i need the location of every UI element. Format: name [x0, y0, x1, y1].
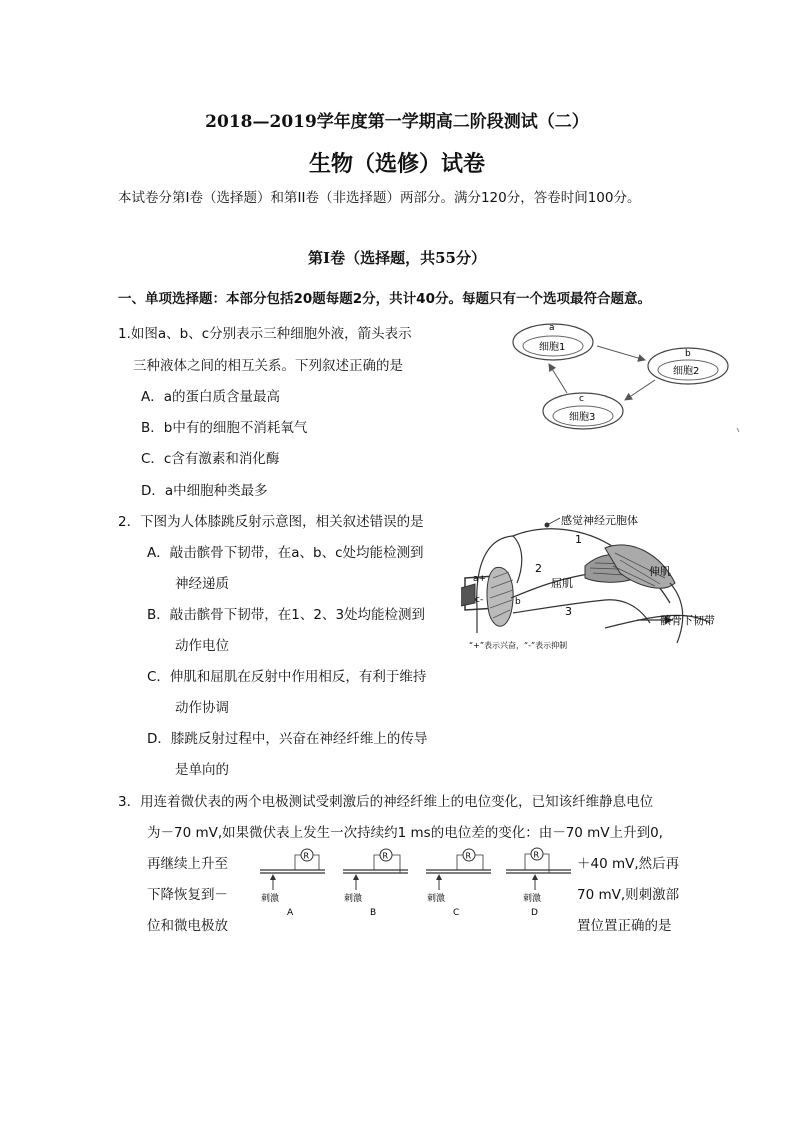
q1-option-b: B．b中有的细胞不消耗氧气	[141, 420, 308, 436]
q3-row3-left: 位和微电极放	[147, 918, 228, 934]
q3-panel-a	[260, 849, 325, 918]
q2-option-c: C．伸肌和屈肌在反射中作用相反，有利于维持	[147, 669, 427, 685]
q3-line1: 3．用连着微伏表的两个电极测试受刺激后的神经纤维上的电位变化，已知该纤维静息电位	[118, 794, 654, 810]
q1-arrow-b-to-c	[625, 380, 655, 400]
q2-option-b: B．敲击髌骨下韧带，在1、2、3处均能检测到	[147, 607, 426, 623]
q3-stim-b: 刺激	[344, 894, 363, 904]
q1-stem-line2: 三种液体之间的相互关系。下列叙述正确的是	[133, 358, 403, 374]
q2-label-1: 1	[575, 533, 582, 546]
q3-electrode-diagrams	[255, 845, 575, 920]
q2-option-b-cont: 动作电位	[175, 638, 229, 654]
q2-label-flexor: 屈肌	[551, 577, 573, 590]
q3-stim-c: 刺激	[427, 894, 446, 904]
exam-title: 2018—2019学年度第一学期高二阶段测试（二）	[205, 112, 589, 132]
q3-row2-left: 下降恢复到－	[147, 887, 228, 903]
q1-label-b: b	[685, 349, 691, 359]
q2-option-a: A．敲击髌骨下韧带，在a、b、c处均能检测到	[147, 545, 424, 561]
q3-meter-c: R	[465, 851, 472, 861]
q3-panel-b	[343, 849, 408, 918]
q3-meter-a: R	[303, 851, 310, 861]
q3-line2: 为－70 mV,如果微伏表上发生一次持续约1 ms的电位差的变化：由－70 mV上升到0,	[147, 825, 663, 841]
q2-reflex-diagram	[455, 508, 735, 658]
q1-option-c: C．c含有激素和消化酶	[141, 451, 280, 467]
q1-cell-2: 细胞2	[673, 366, 700, 377]
q1-option-a: A．a的蛋白质含量最高	[141, 389, 281, 405]
q3-row1-right: ＋40 mV,然后再	[577, 856, 680, 872]
q1-arrow-a-to-b	[597, 346, 645, 360]
section-instruction: 一、单项选择题：本部分包括20题每题2分，共计40分。每题只有一个选项最符合题意。	[118, 291, 651, 307]
q3-meter-d: R	[533, 850, 540, 860]
q2-label-a: a+	[473, 574, 487, 584]
q3-panel-d	[506, 848, 571, 918]
q3-panel-c	[426, 849, 491, 918]
q3-stim-a: 刺激	[261, 894, 280, 904]
q2-label-2: 2	[535, 562, 542, 575]
q3-panel-label-d: D	[531, 908, 538, 918]
q2-label-extensor: 伸肌	[649, 565, 671, 578]
q3-stim-d: 刺激	[523, 894, 542, 904]
q2-option-d-cont: 是单向的	[175, 762, 229, 778]
q2-stem: 2．下图为人体膝跳反射示意图，相关叙述错误的是	[118, 514, 424, 530]
q2-option-a-cont: 神经递质	[175, 576, 229, 592]
q2-option-d: D．膝跳反射过程中，兴奋在神经纤维上的传导	[147, 731, 428, 747]
q3-row2-right: 70 mV,则刺激部	[577, 887, 680, 903]
q2-label-c: c-	[475, 595, 484, 605]
q3-row3-right: 置位置正确的是	[577, 918, 672, 934]
q1-stem-line1: 1.如图a、b、c分别表示三种细胞外液，箭头表示	[118, 326, 412, 342]
q2-label-neuron-body: 感觉神经元胞体	[561, 514, 638, 527]
q2-option-c-cont: 动作协调	[175, 700, 229, 716]
q2-label-b: b	[515, 597, 521, 607]
q2-label-3: 3	[565, 605, 572, 618]
q3-row1-left: 再继续上升至	[147, 856, 228, 872]
q1-option-d: D．a中细胞种类最多	[141, 483, 268, 499]
q1-cell-1: 细胞1	[539, 342, 566, 353]
q1-fluid-diagram	[505, 316, 740, 436]
q2-label-tendon: 髌骨下韧带	[660, 614, 715, 627]
q3-meter-b: R	[382, 851, 389, 861]
section-title: 第I卷（选择题，共55分）	[308, 249, 486, 267]
q1-label-a: a	[549, 323, 555, 333]
q3-panel-label-a: A	[287, 908, 294, 918]
q1-label-c: c	[579, 394, 584, 404]
q1-arrow-c-to-a	[549, 364, 567, 393]
q2-caption: “+”表示兴奋，“-”表示抑制	[469, 641, 568, 650]
q3-panel-label-c: C	[453, 908, 460, 918]
q1-cell-3: 细胞3	[569, 412, 596, 423]
exam-intro: 本试卷分第I卷（选择题）和第II卷（非选择题）两部分。满分120分，答卷时间100分。	[118, 190, 641, 206]
subject-title: 生物（选修）试卷	[308, 151, 485, 177]
q3-panel-label-b: B	[370, 908, 377, 918]
